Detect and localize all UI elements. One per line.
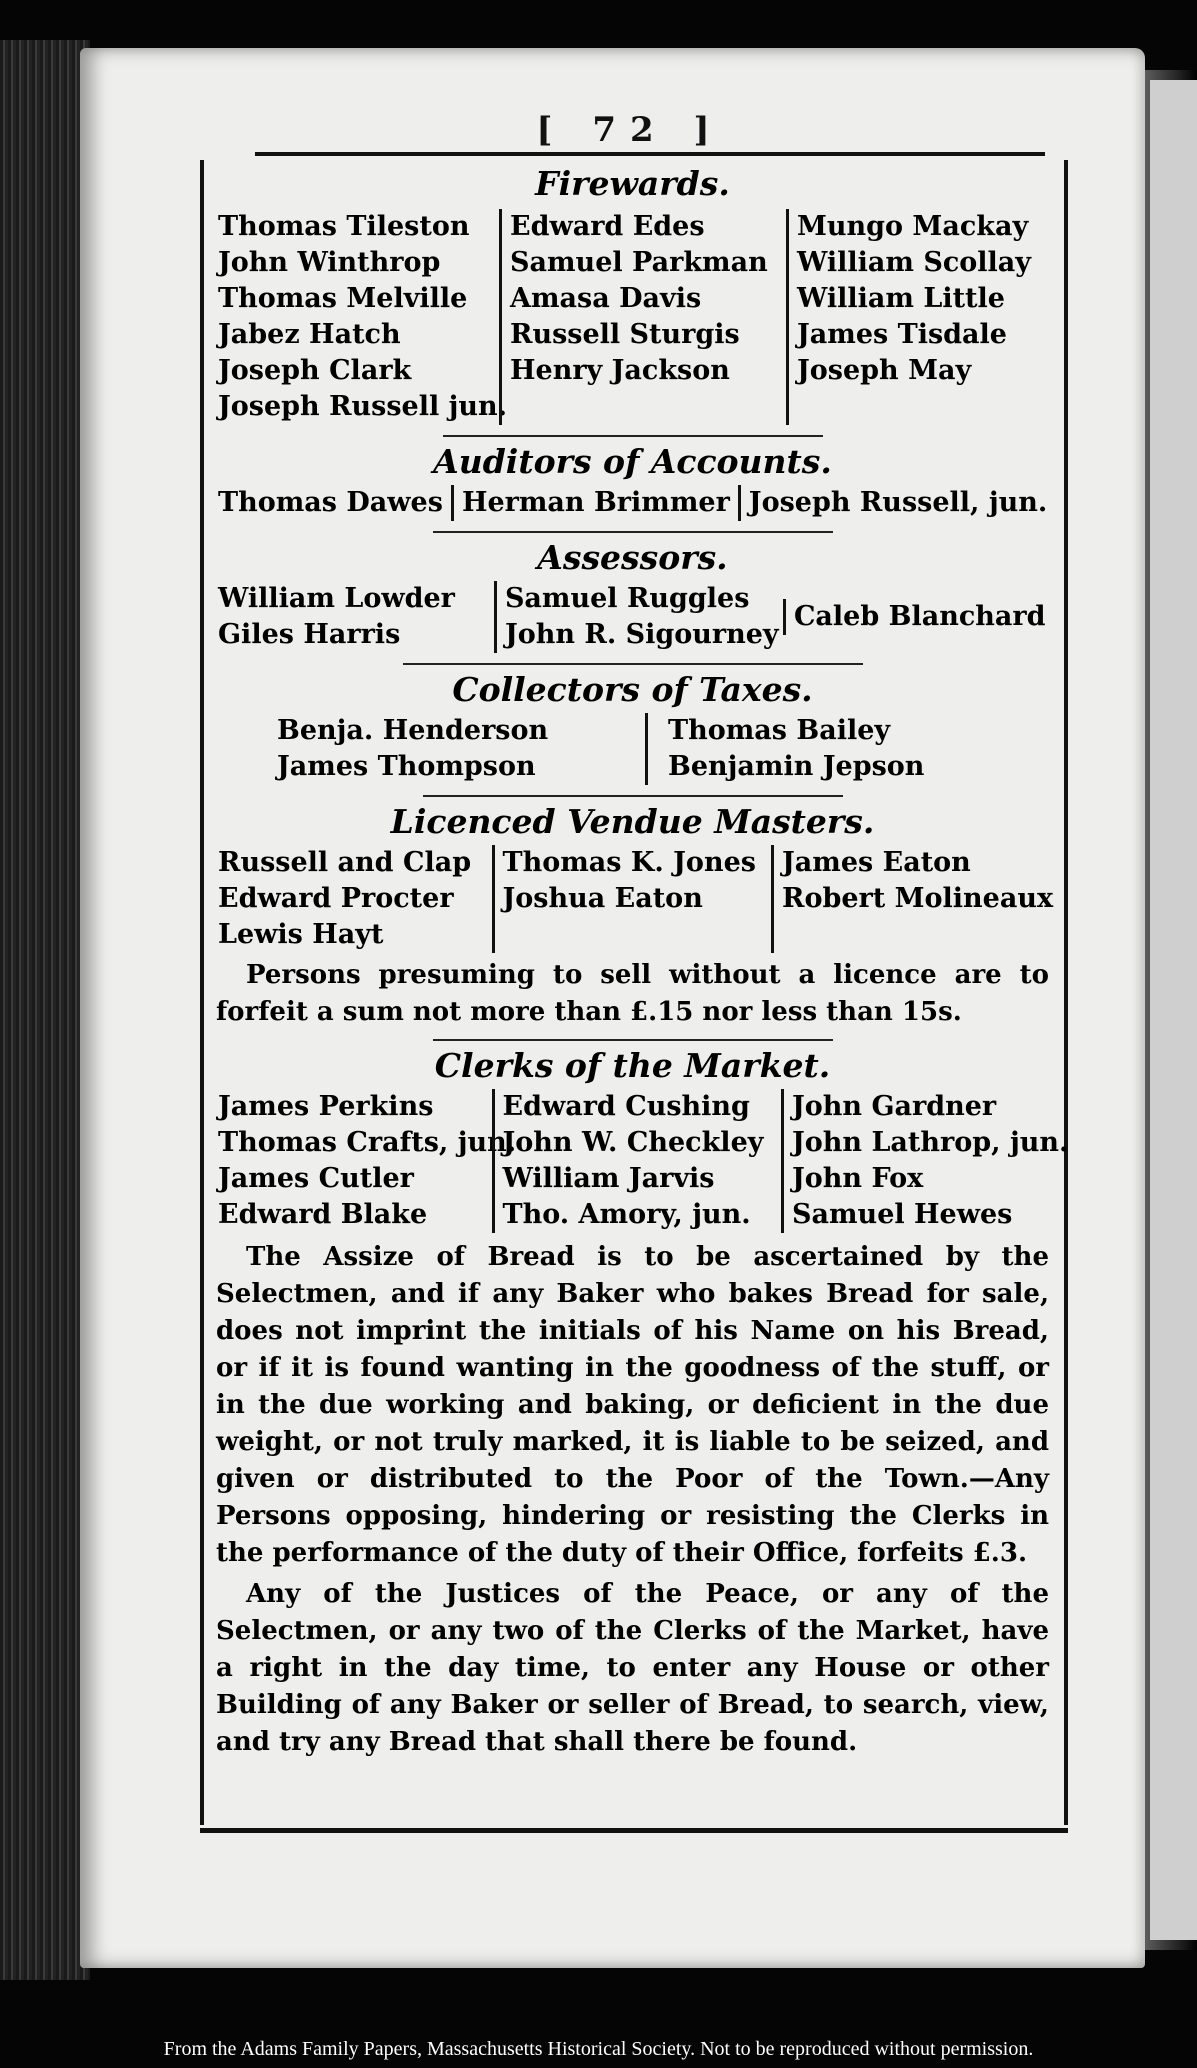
firewards-heading: Firewards. (535, 164, 730, 203)
list-item: William Jarvis (502, 1162, 715, 1194)
firewards-col-3 (786, 209, 1055, 425)
vendue-col-1 (210, 845, 486, 953)
auditors-col-1 (210, 485, 451, 521)
list-item: Caleb Blanchard (793, 600, 1046, 632)
list-item: Samuel Hewes (792, 1198, 1013, 1230)
list-item: John Fox (792, 1162, 924, 1194)
vendue-col-2 (492, 845, 766, 953)
list-item: Joshua Eaton (502, 882, 703, 914)
list-item: Edward Blake (218, 1198, 428, 1230)
page-body (210, 164, 1069, 1761)
section-divider (433, 531, 833, 533)
list-item: James Tisdale (797, 318, 1007, 350)
clerks-col-3 (781, 1089, 1069, 1233)
list-item: Thomas Bailey (668, 714, 891, 746)
frame-bottom-rule (200, 1828, 1068, 1833)
auditors-heading: Auditors of Accounts. (433, 441, 832, 481)
assessors-col-3 (783, 599, 1055, 635)
next-page-edge (1150, 80, 1197, 1940)
list-item: Samuel Parkman (510, 246, 768, 278)
list-item: Mungo Mackay (797, 210, 1029, 242)
clerks-heading: Clerks of the Market. (434, 1045, 831, 1085)
copyright-footer: From the Adams Family Papers, Massachusetts Historical Society. Not to be reproduced without permission. (163, 2038, 1034, 2060)
vendue-heading: Licenced Vendue Masters. (390, 801, 875, 841)
list-item: Joseph Russell jun. (218, 390, 508, 422)
list-item: Russell Sturgis (510, 318, 740, 350)
list-item: William Lowder (218, 582, 455, 614)
list-item: John Gardner (792, 1090, 997, 1122)
list-item: Thomas Crafts, jun. (218, 1126, 517, 1158)
section-divider (443, 435, 823, 437)
list-item: William Little (797, 282, 1005, 314)
list-item: Thomas Melville (218, 282, 468, 314)
list-item: James Perkins (218, 1090, 434, 1122)
list-item: Benja. Henderson (277, 714, 549, 746)
firewards-list (210, 209, 1055, 425)
list-item: Robert Molineaux (782, 882, 1054, 914)
assessors-col-2 (494, 581, 783, 653)
list-item: Thomas K. Jones (502, 846, 756, 878)
list-item: Joseph Clark (218, 354, 412, 386)
list-item: Joseph May (797, 354, 972, 386)
list-item: Edward Procter (218, 882, 454, 914)
assessors-col-1 (210, 581, 494, 653)
search-right-paragraph: Any of the Justices of the Peace, or any of the Selectmen, or any two of the Clerks of the Market, have a right in the day time, to enter any House or other Building of any Baker or seller of Bread, to search, view, and try any Bread that shall there be found. (216, 1578, 1049, 1757)
list-item: John Winthrop (218, 246, 441, 278)
list-item: John W. Checkley (502, 1126, 764, 1158)
list-item: Russell and Clap (218, 846, 472, 878)
list-item: Jabez Hatch (218, 318, 401, 350)
auditors-list (210, 485, 1055, 521)
list-item: Lewis Hayt (218, 918, 384, 950)
auditors-col-3 (738, 485, 1055, 521)
list-item: Tho. Amory, jun. (502, 1198, 751, 1230)
list-item: Giles Harris (218, 618, 401, 650)
assessors-list (210, 581, 1055, 653)
list-item: Joseph Russell, jun. (748, 486, 1048, 518)
clerks-list (210, 1089, 1069, 1233)
section-divider (433, 1039, 833, 1041)
page-header (195, 110, 1065, 156)
list-item: Thomas Dawes (218, 486, 443, 518)
list-item: James Cutler (218, 1162, 414, 1194)
auditors-col-2 (451, 485, 738, 521)
header-rule (255, 152, 1045, 156)
collectors-col-2 (645, 713, 996, 785)
collectors-list (210, 713, 1055, 785)
list-item: Edward Edes (510, 210, 705, 242)
section-divider (403, 663, 863, 665)
list-item: Edward Cushing (502, 1090, 750, 1122)
firewards-col-2 (499, 209, 773, 425)
clerks-col-2 (492, 1089, 776, 1233)
vendue-note: Persons presuming to sell without a licence are to forfeit a sum not more than £.15 nor less than 15s. (216, 959, 1049, 1027)
collectors-heading: Collectors of Taxes. (452, 669, 813, 709)
assessors-heading: Assessors. (537, 537, 728, 577)
list-item: Herman Brimmer (461, 486, 730, 518)
book-left-edge (0, 40, 90, 1980)
list-item: Benjamin Jepson (668, 750, 925, 782)
section-divider (423, 795, 843, 797)
list-item: Samuel Ruggles (504, 582, 750, 614)
vendue-col-3 (771, 845, 1055, 953)
list-item: James Eaton (782, 846, 971, 878)
list-item: William Scollay (797, 246, 1031, 278)
list-item: Thomas Tileston (218, 210, 470, 242)
list-item: John R. Sigourney (504, 618, 779, 650)
firewards-col-1 (210, 209, 508, 425)
collectors-col-1 (269, 713, 645, 785)
list-item: John Lathrop, jun. (792, 1126, 1069, 1158)
clerks-col-1 (210, 1089, 517, 1233)
page-number: [ 72 ] (536, 110, 724, 150)
assize-paragraph: The Assize of Bread is to be ascertained by the Selectmen, and if any Baker who bakes Bread for sale, does not imprint the initials of his Name on his Bread, or if it is found wanting in the goodness of the stuff, or in the due working and baking, or deficient in the due weight, or not truly marked, it is liable to be seized, and given or distributed to the Poor of the Town.—Any Persons opposing, hindering or resisting the Clerks in the performance of the duty of their Office, forfeits £.3. (216, 1241, 1049, 1568)
list-item: Amasa Davis (510, 282, 702, 314)
list-item: Henry Jackson (510, 354, 730, 386)
list-item: James Thompson (277, 750, 536, 782)
vendue-list (210, 845, 1055, 953)
